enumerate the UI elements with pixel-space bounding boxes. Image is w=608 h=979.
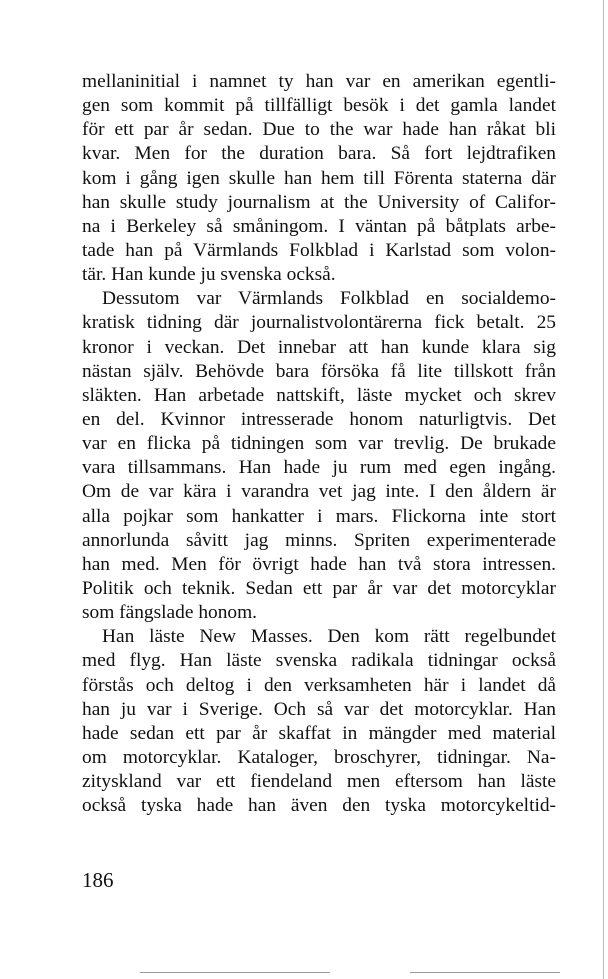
text-line: vara tillsammans. Han hade ju rum med egen ingång. xyxy=(82,457,556,479)
text-line: med flyg. Han läste svenska radikala tidningar också xyxy=(82,650,556,672)
scan-edge-bottom-left xyxy=(140,972,330,973)
text-line: var en flicka på tidningen som var trevlig. De brukade xyxy=(82,433,556,455)
text-line: nästan själv. Behövde bara försöka få lite tillskott från xyxy=(82,360,556,382)
scan-edge-bottom-right xyxy=(410,972,560,973)
text-line: också tyska hade han även den tyska motorcykeltid- xyxy=(82,795,556,817)
text-line: han skulle study journalism at the University of Califor- xyxy=(82,191,556,213)
text-line: mellaninitial i namnet ty han var en amerikan egentli- xyxy=(82,71,556,92)
page-text-block xyxy=(82,70,556,818)
text-line: Han läste New Masses. Den kom rätt regelbundet xyxy=(102,626,556,648)
paragraph xyxy=(82,70,556,287)
text-line: han med. Men för övrigt hade han två stora intressen. xyxy=(82,553,556,575)
scan-edge xyxy=(603,0,604,979)
text-line: släkten. Han arbetade nattskift, läste mycket och skrev xyxy=(82,384,556,406)
text-line: tär. Han kunde ju svenska också. xyxy=(82,264,336,286)
text-line: hade sedan ett par år skaffat in mängder med material xyxy=(82,722,556,744)
text-line: Politik och teknik. Sedan ett par år var det motorcyklar xyxy=(82,577,556,599)
paragraph xyxy=(82,287,556,625)
text-line: gen som kommit på tillfälligt besök i det gamla landet xyxy=(82,95,556,117)
text-line: förstås och deltog i den verksamheten här i landet då xyxy=(82,674,556,696)
text-line: en del. Kvinnor intresserade honom naturligtvis. Det xyxy=(82,408,556,430)
text-line: Om de var kära i varandra vet jag inte. I den åldern är xyxy=(82,481,556,503)
text-line: han ju var i Sverige. Och så var det motorcyklar. Han xyxy=(82,698,556,720)
text-line: kom i gång igen skulle han hem till Förenta staterna där xyxy=(82,167,556,189)
text-line: för ett par år sedan. Due to the war hade han råkat bli xyxy=(82,119,556,141)
text-line: om motorcyklar. Kataloger, broschyrer, tidningar. Na- xyxy=(82,746,556,768)
text-line: annorlunda såvitt jag minns. Spriten experimenterade xyxy=(82,529,556,551)
text-line: na i Berkeley så småningom. I väntan på båtplats arbe- xyxy=(82,215,556,237)
text-line: tade han på Värmlands Folkblad i Karlstad som volon- xyxy=(82,239,556,261)
text-line: kratisk tidning där journalistvolontärerna fick betalt. 25 xyxy=(82,312,556,334)
text-line: kvar. Men for the duration bara. Så fort lejdtrafiken xyxy=(82,143,556,165)
page-number: 186 xyxy=(82,868,114,892)
text-line: alla pojkar som hankatter i mars. Flickorna inte stort xyxy=(82,505,556,527)
text-line: zityskland var ett fiendeland men eftersom han läste xyxy=(82,771,556,793)
text-line: kronor i veckan. Det innebar att han kunde klara sig xyxy=(82,336,556,358)
text-line: som fängslade honom. xyxy=(82,602,258,624)
text-line: Dessutom var Värmlands Folkblad en socialdemo- xyxy=(102,288,556,310)
paragraph xyxy=(82,625,556,818)
